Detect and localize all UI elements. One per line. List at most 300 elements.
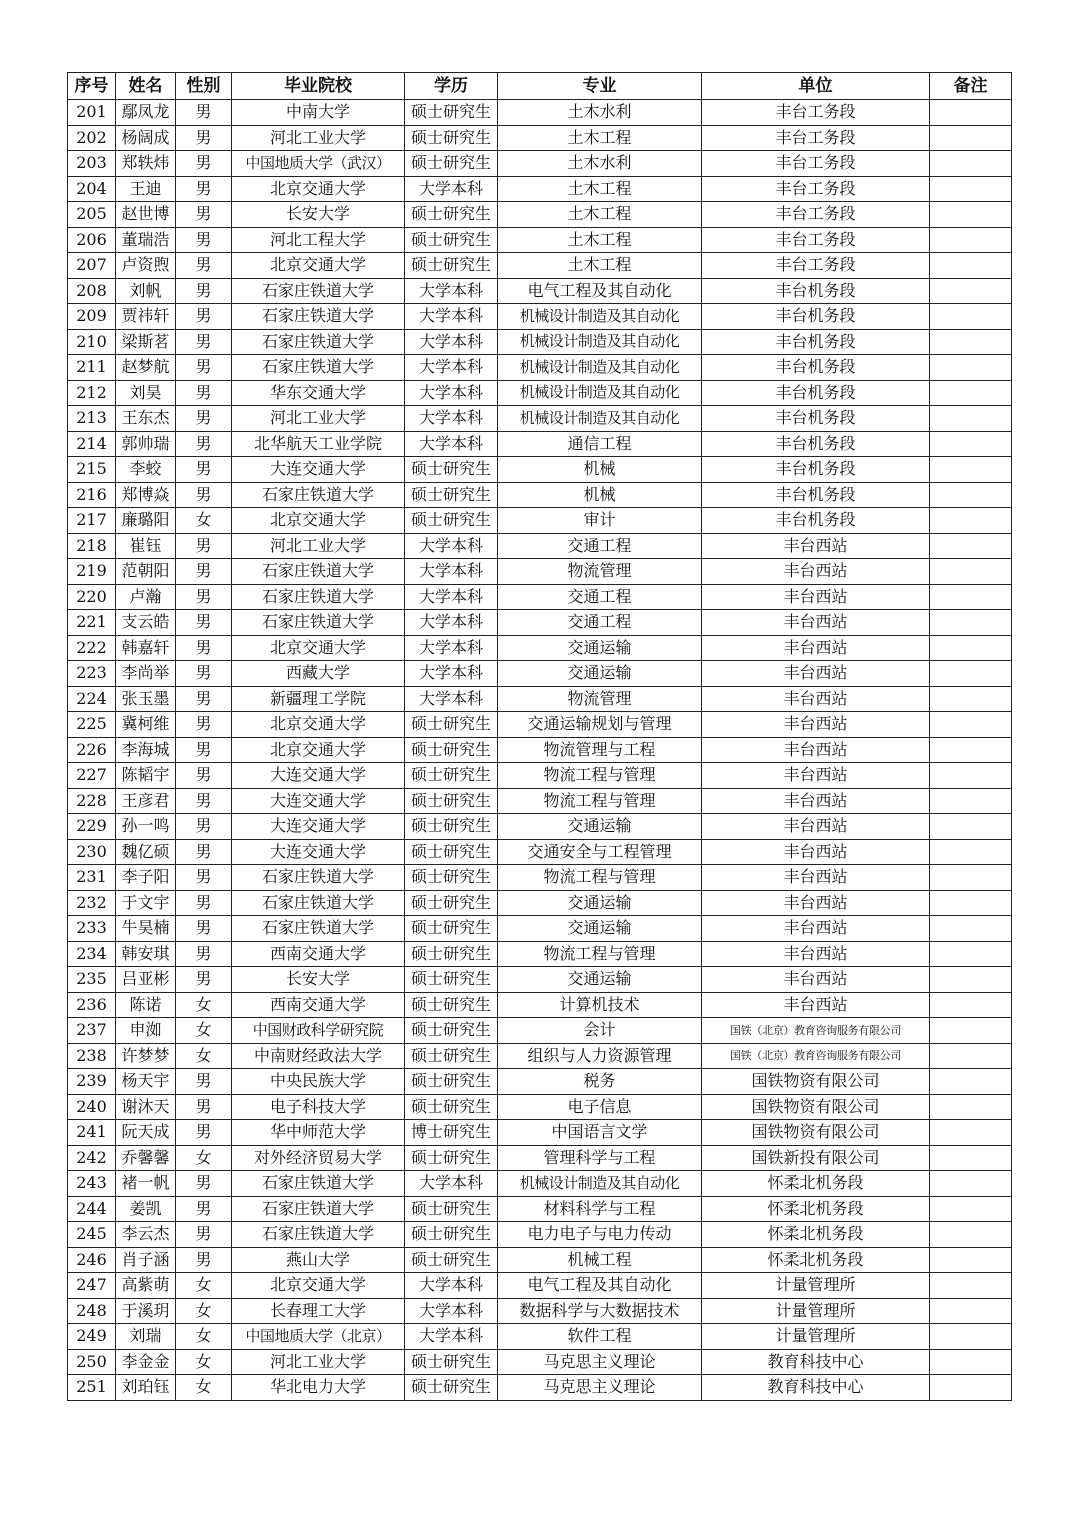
cell-seq: 240 bbox=[68, 1094, 116, 1120]
cell-name: 贾祎轩 bbox=[116, 304, 176, 330]
cell-unit: 丰台机务段 bbox=[702, 278, 930, 304]
cell-school: 大连交通大学 bbox=[232, 814, 405, 840]
table-row bbox=[68, 1298, 1012, 1324]
cell-education: 硕士研究生 bbox=[405, 482, 498, 508]
cell-unit: 丰台工务段 bbox=[702, 227, 930, 253]
cell-school: 华东交通大学 bbox=[232, 380, 405, 406]
cell-gender: 男 bbox=[176, 151, 232, 177]
cell-name: 郑轶炜 bbox=[116, 151, 176, 177]
cell-remark bbox=[930, 839, 1012, 865]
cell-education: 大学本科 bbox=[405, 533, 498, 559]
cell-remark bbox=[930, 355, 1012, 381]
cell-school: 大连交通大学 bbox=[232, 457, 405, 483]
cell-unit: 怀柔北机务段 bbox=[702, 1171, 930, 1197]
cell-school: 石家庄铁道大学 bbox=[232, 329, 405, 355]
cell-unit: 丰台西站 bbox=[702, 941, 930, 967]
cell-gender: 男 bbox=[176, 176, 232, 202]
cell-school: 石家庄铁道大学 bbox=[232, 584, 405, 610]
cell-gender: 男 bbox=[176, 584, 232, 610]
cell-seq: 216 bbox=[68, 482, 116, 508]
cell-seq: 202 bbox=[68, 125, 116, 151]
cell-major: 管理科学与工程 bbox=[498, 1145, 702, 1171]
table-row bbox=[68, 406, 1012, 432]
cell-remark bbox=[930, 584, 1012, 610]
cell-major: 中国语言文学 bbox=[498, 1120, 702, 1146]
cell-school: 燕山大学 bbox=[232, 1247, 405, 1273]
table-row bbox=[68, 431, 1012, 457]
table-row bbox=[68, 737, 1012, 763]
cell-remark bbox=[930, 712, 1012, 738]
cell-education: 硕士研究生 bbox=[405, 737, 498, 763]
cell-major: 土木水利 bbox=[498, 100, 702, 126]
cell-education: 大学本科 bbox=[405, 610, 498, 636]
cell-gender: 女 bbox=[176, 1375, 232, 1401]
cell-gender: 男 bbox=[176, 355, 232, 381]
cell-gender: 男 bbox=[176, 1171, 232, 1197]
cell-name: 李金金 bbox=[116, 1349, 176, 1375]
cell-major: 物流管理 bbox=[498, 686, 702, 712]
cell-gender: 男 bbox=[176, 202, 232, 228]
cell-major: 土木工程 bbox=[498, 202, 702, 228]
cell-name: 牛昊楠 bbox=[116, 916, 176, 942]
header-name: 姓名 bbox=[116, 73, 176, 100]
cell-name: 郑博焱 bbox=[116, 482, 176, 508]
cell-gender: 男 bbox=[176, 100, 232, 126]
table-row bbox=[68, 227, 1012, 253]
cell-name: 刘帆 bbox=[116, 278, 176, 304]
header-gender: 性别 bbox=[176, 73, 232, 100]
cell-education: 硕士研究生 bbox=[405, 712, 498, 738]
cell-unit: 丰台西站 bbox=[702, 737, 930, 763]
cell-unit: 丰台西站 bbox=[702, 788, 930, 814]
cell-gender: 男 bbox=[176, 278, 232, 304]
table-row bbox=[68, 1349, 1012, 1375]
cell-remark bbox=[930, 202, 1012, 228]
cell-education: 硕士研究生 bbox=[405, 1349, 498, 1375]
table-row bbox=[68, 329, 1012, 355]
cell-unit: 丰台机务段 bbox=[702, 329, 930, 355]
cell-seq: 234 bbox=[68, 941, 116, 967]
cell-school: 石家庄铁道大学 bbox=[232, 610, 405, 636]
cell-unit: 国铁物资有限公司 bbox=[702, 1069, 930, 1095]
cell-seq: 223 bbox=[68, 661, 116, 687]
cell-school: 西南交通大学 bbox=[232, 992, 405, 1018]
cell-major: 交通工程 bbox=[498, 533, 702, 559]
table-row bbox=[68, 686, 1012, 712]
cell-unit: 怀柔北机务段 bbox=[702, 1196, 930, 1222]
cell-seq: 207 bbox=[68, 253, 116, 279]
cell-major: 电力电子与电力传动 bbox=[498, 1222, 702, 1248]
cell-education: 硕士研究生 bbox=[405, 151, 498, 177]
cell-remark bbox=[930, 406, 1012, 432]
cell-unit: 丰台西站 bbox=[702, 712, 930, 738]
cell-seq: 246 bbox=[68, 1247, 116, 1273]
cell-name: 李子阳 bbox=[116, 865, 176, 891]
cell-major: 交通运输 bbox=[498, 916, 702, 942]
cell-name: 孙一鸣 bbox=[116, 814, 176, 840]
employee-table bbox=[67, 72, 1012, 1401]
cell-remark bbox=[930, 1094, 1012, 1120]
table-row bbox=[68, 533, 1012, 559]
cell-name: 杨天宇 bbox=[116, 1069, 176, 1095]
cell-unit: 丰台机务段 bbox=[702, 304, 930, 330]
table-row bbox=[68, 890, 1012, 916]
cell-major: 审计 bbox=[498, 508, 702, 534]
cell-name: 韩嘉轩 bbox=[116, 635, 176, 661]
cell-major: 机械设计制造及其自动化 bbox=[498, 329, 702, 355]
cell-school: 大连交通大学 bbox=[232, 763, 405, 789]
cell-remark bbox=[930, 635, 1012, 661]
cell-unit: 丰台西站 bbox=[702, 916, 930, 942]
cell-seq: 204 bbox=[68, 176, 116, 202]
cell-seq: 232 bbox=[68, 890, 116, 916]
cell-name: 褚一帆 bbox=[116, 1171, 176, 1197]
cell-major: 物流工程与管理 bbox=[498, 763, 702, 789]
table-row bbox=[68, 100, 1012, 126]
cell-school: 河北工业大学 bbox=[232, 406, 405, 432]
cell-seq: 217 bbox=[68, 508, 116, 534]
cell-remark bbox=[930, 788, 1012, 814]
cell-school: 河北工程大学 bbox=[232, 227, 405, 253]
cell-name: 鄢凤龙 bbox=[116, 100, 176, 126]
table-row bbox=[68, 151, 1012, 177]
cell-unit: 丰台西站 bbox=[702, 635, 930, 661]
header-education: 学历 bbox=[405, 73, 498, 100]
cell-seq: 248 bbox=[68, 1298, 116, 1324]
table-row bbox=[68, 814, 1012, 840]
table-row bbox=[68, 1120, 1012, 1146]
cell-school: 河北工业大学 bbox=[232, 533, 405, 559]
cell-name: 谢沐天 bbox=[116, 1094, 176, 1120]
cell-unit: 怀柔北机务段 bbox=[702, 1247, 930, 1273]
cell-education: 硕士研究生 bbox=[405, 941, 498, 967]
cell-remark bbox=[930, 1145, 1012, 1171]
cell-school: 北京交通大学 bbox=[232, 1273, 405, 1299]
cell-gender: 女 bbox=[176, 1043, 232, 1069]
cell-name: 冀柯维 bbox=[116, 712, 176, 738]
cell-education: 硕士研究生 bbox=[405, 1145, 498, 1171]
table-row bbox=[68, 916, 1012, 942]
cell-gender: 男 bbox=[176, 227, 232, 253]
cell-remark bbox=[930, 686, 1012, 712]
header-school: 毕业院校 bbox=[232, 73, 405, 100]
table-row bbox=[68, 763, 1012, 789]
cell-education: 大学本科 bbox=[405, 278, 498, 304]
cell-gender: 男 bbox=[176, 1247, 232, 1273]
cell-seq: 244 bbox=[68, 1196, 116, 1222]
cell-seq: 236 bbox=[68, 992, 116, 1018]
cell-seq: 237 bbox=[68, 1018, 116, 1044]
cell-education: 硕士研究生 bbox=[405, 967, 498, 993]
table-row bbox=[68, 992, 1012, 1018]
table-row bbox=[68, 176, 1012, 202]
cell-remark bbox=[930, 431, 1012, 457]
cell-unit: 丰台机务段 bbox=[702, 406, 930, 432]
cell-remark bbox=[930, 380, 1012, 406]
cell-seq: 238 bbox=[68, 1043, 116, 1069]
cell-name: 赵世博 bbox=[116, 202, 176, 228]
cell-remark bbox=[930, 967, 1012, 993]
cell-unit: 丰台西站 bbox=[702, 839, 930, 865]
cell-education: 大学本科 bbox=[405, 329, 498, 355]
cell-remark bbox=[930, 941, 1012, 967]
cell-name: 吕亚彬 bbox=[116, 967, 176, 993]
cell-major: 物流工程与管理 bbox=[498, 941, 702, 967]
cell-gender: 男 bbox=[176, 686, 232, 712]
cell-remark bbox=[930, 457, 1012, 483]
cell-education: 大学本科 bbox=[405, 1298, 498, 1324]
cell-unit: 丰台西站 bbox=[702, 661, 930, 687]
cell-major: 交通工程 bbox=[498, 610, 702, 636]
cell-major: 交通运输 bbox=[498, 967, 702, 993]
cell-remark bbox=[930, 1247, 1012, 1273]
table-row bbox=[68, 355, 1012, 381]
cell-major: 机械工程 bbox=[498, 1247, 702, 1273]
cell-remark bbox=[930, 1273, 1012, 1299]
table-row bbox=[68, 457, 1012, 483]
cell-unit: 丰台西站 bbox=[702, 584, 930, 610]
cell-remark bbox=[930, 278, 1012, 304]
cell-name: 赵梦航 bbox=[116, 355, 176, 381]
cell-remark bbox=[930, 304, 1012, 330]
cell-name: 董瑞浩 bbox=[116, 227, 176, 253]
cell-major: 材料科学与工程 bbox=[498, 1196, 702, 1222]
cell-education: 大学本科 bbox=[405, 686, 498, 712]
cell-name: 许梦梦 bbox=[116, 1043, 176, 1069]
cell-education: 大学本科 bbox=[405, 635, 498, 661]
cell-seq: 221 bbox=[68, 610, 116, 636]
cell-major: 物流管理 bbox=[498, 559, 702, 585]
cell-unit: 丰台西站 bbox=[702, 814, 930, 840]
cell-education: 硕士研究生 bbox=[405, 253, 498, 279]
cell-unit: 丰台西站 bbox=[702, 992, 930, 1018]
cell-seq: 245 bbox=[68, 1222, 116, 1248]
cell-education: 硕士研究生 bbox=[405, 1247, 498, 1273]
cell-education: 硕士研究生 bbox=[405, 763, 498, 789]
cell-gender: 女 bbox=[176, 1298, 232, 1324]
cell-unit: 国铁（北京）教育咨询服务有限公司 bbox=[702, 1018, 930, 1044]
cell-gender: 男 bbox=[176, 890, 232, 916]
cell-school: 石家庄铁道大学 bbox=[232, 890, 405, 916]
table-row bbox=[68, 304, 1012, 330]
header-remark: 备注 bbox=[930, 73, 1012, 100]
cell-major: 土木工程 bbox=[498, 227, 702, 253]
cell-name: 刘昊 bbox=[116, 380, 176, 406]
table-row bbox=[68, 1222, 1012, 1248]
cell-name: 刘瑞 bbox=[116, 1324, 176, 1350]
cell-unit: 丰台机务段 bbox=[702, 431, 930, 457]
cell-name: 梁斯茗 bbox=[116, 329, 176, 355]
cell-remark bbox=[930, 482, 1012, 508]
cell-school: 华北电力大学 bbox=[232, 1375, 405, 1401]
cell-major: 土木水利 bbox=[498, 151, 702, 177]
cell-school: 中国地质大学（北京） bbox=[232, 1324, 405, 1350]
cell-name: 张玉墨 bbox=[116, 686, 176, 712]
cell-seq: 213 bbox=[68, 406, 116, 432]
cell-major: 物流工程与管理 bbox=[498, 788, 702, 814]
cell-education: 博士研究生 bbox=[405, 1120, 498, 1146]
cell-seq: 212 bbox=[68, 380, 116, 406]
cell-major: 物流工程与管理 bbox=[498, 865, 702, 891]
table-row bbox=[68, 253, 1012, 279]
cell-remark bbox=[930, 814, 1012, 840]
cell-gender: 男 bbox=[176, 763, 232, 789]
cell-education: 硕士研究生 bbox=[405, 839, 498, 865]
cell-gender: 男 bbox=[176, 380, 232, 406]
cell-seq: 249 bbox=[68, 1324, 116, 1350]
cell-gender: 女 bbox=[176, 1324, 232, 1350]
cell-education: 硕士研究生 bbox=[405, 100, 498, 126]
cell-name: 李云杰 bbox=[116, 1222, 176, 1248]
cell-seq: 224 bbox=[68, 686, 116, 712]
cell-gender: 女 bbox=[176, 1145, 232, 1171]
cell-education: 大学本科 bbox=[405, 1171, 498, 1197]
cell-education: 大学本科 bbox=[405, 661, 498, 687]
table-row bbox=[68, 865, 1012, 891]
cell-school: 石家庄铁道大学 bbox=[232, 1196, 405, 1222]
cell-education: 大学本科 bbox=[405, 406, 498, 432]
cell-education: 硕士研究生 bbox=[405, 125, 498, 151]
cell-seq: 227 bbox=[68, 763, 116, 789]
cell-school: 西藏大学 bbox=[232, 661, 405, 687]
cell-school: 北京交通大学 bbox=[232, 712, 405, 738]
cell-gender: 女 bbox=[176, 992, 232, 1018]
cell-unit: 丰台工务段 bbox=[702, 151, 930, 177]
cell-education: 硕士研究生 bbox=[405, 788, 498, 814]
table-row bbox=[68, 125, 1012, 151]
cell-unit: 计量管理所 bbox=[702, 1273, 930, 1299]
cell-unit: 丰台西站 bbox=[702, 890, 930, 916]
cell-education: 硕士研究生 bbox=[405, 865, 498, 891]
cell-gender: 男 bbox=[176, 253, 232, 279]
cell-major: 交通运输 bbox=[498, 635, 702, 661]
cell-gender: 男 bbox=[176, 457, 232, 483]
cell-major: 会计 bbox=[498, 1018, 702, 1044]
cell-name: 李海城 bbox=[116, 737, 176, 763]
cell-school: 石家庄铁道大学 bbox=[232, 304, 405, 330]
cell-education: 硕士研究生 bbox=[405, 814, 498, 840]
cell-remark bbox=[930, 763, 1012, 789]
table-row bbox=[68, 839, 1012, 865]
cell-education: 硕士研究生 bbox=[405, 1069, 498, 1095]
cell-name: 高紫萌 bbox=[116, 1273, 176, 1299]
table-row bbox=[68, 1043, 1012, 1069]
cell-remark bbox=[930, 1043, 1012, 1069]
cell-unit: 丰台工务段 bbox=[702, 176, 930, 202]
cell-gender: 男 bbox=[176, 304, 232, 330]
table-row bbox=[68, 1094, 1012, 1120]
table-row bbox=[68, 1171, 1012, 1197]
cell-name: 陈诺 bbox=[116, 992, 176, 1018]
cell-seq: 250 bbox=[68, 1349, 116, 1375]
cell-remark bbox=[930, 508, 1012, 534]
cell-major: 组织与人力资源管理 bbox=[498, 1043, 702, 1069]
cell-school: 河北工业大学 bbox=[232, 1349, 405, 1375]
cell-major: 土木工程 bbox=[498, 176, 702, 202]
cell-gender: 男 bbox=[176, 635, 232, 661]
cell-seq: 220 bbox=[68, 584, 116, 610]
cell-remark bbox=[930, 737, 1012, 763]
cell-name: 李尚举 bbox=[116, 661, 176, 687]
cell-seq: 218 bbox=[68, 533, 116, 559]
cell-school: 华中师范大学 bbox=[232, 1120, 405, 1146]
cell-seq: 210 bbox=[68, 329, 116, 355]
cell-major: 土木工程 bbox=[498, 253, 702, 279]
cell-school: 长安大学 bbox=[232, 202, 405, 228]
cell-remark bbox=[930, 1375, 1012, 1401]
cell-name: 魏亿硕 bbox=[116, 839, 176, 865]
cell-education: 大学本科 bbox=[405, 304, 498, 330]
cell-name: 王彦君 bbox=[116, 788, 176, 814]
cell-unit: 国铁新投有限公司 bbox=[702, 1145, 930, 1171]
cell-school: 石家庄铁道大学 bbox=[232, 355, 405, 381]
cell-school: 北京交通大学 bbox=[232, 737, 405, 763]
cell-unit: 丰台西站 bbox=[702, 610, 930, 636]
cell-education: 硕士研究生 bbox=[405, 508, 498, 534]
cell-remark bbox=[930, 992, 1012, 1018]
cell-major: 软件工程 bbox=[498, 1324, 702, 1350]
cell-gender: 男 bbox=[176, 329, 232, 355]
cell-seq: 206 bbox=[68, 227, 116, 253]
cell-name: 廉璐阳 bbox=[116, 508, 176, 534]
cell-unit: 教育科技中心 bbox=[702, 1349, 930, 1375]
header-unit: 单位 bbox=[702, 73, 930, 100]
cell-gender: 女 bbox=[176, 1018, 232, 1044]
cell-remark bbox=[930, 151, 1012, 177]
cell-seq: 211 bbox=[68, 355, 116, 381]
cell-school: 中国财政科学研究院 bbox=[232, 1018, 405, 1044]
cell-education: 大学本科 bbox=[405, 380, 498, 406]
cell-gender: 男 bbox=[176, 1196, 232, 1222]
cell-unit: 丰台西站 bbox=[702, 763, 930, 789]
cell-major: 机械 bbox=[498, 482, 702, 508]
cell-school: 对外经济贸易大学 bbox=[232, 1145, 405, 1171]
cell-gender: 女 bbox=[176, 508, 232, 534]
cell-gender: 男 bbox=[176, 559, 232, 585]
cell-unit: 丰台西站 bbox=[702, 967, 930, 993]
table-row bbox=[68, 559, 1012, 585]
cell-seq: 231 bbox=[68, 865, 116, 891]
cell-gender: 男 bbox=[176, 406, 232, 432]
cell-gender: 男 bbox=[176, 125, 232, 151]
cell-education: 大学本科 bbox=[405, 355, 498, 381]
cell-remark bbox=[930, 559, 1012, 585]
cell-seq: 241 bbox=[68, 1120, 116, 1146]
table-row bbox=[68, 941, 1012, 967]
cell-seq: 230 bbox=[68, 839, 116, 865]
cell-seq: 225 bbox=[68, 712, 116, 738]
table-row bbox=[68, 482, 1012, 508]
cell-gender: 男 bbox=[176, 610, 232, 636]
cell-school: 中南大学 bbox=[232, 100, 405, 126]
cell-school: 中央民族大学 bbox=[232, 1069, 405, 1095]
cell-seq: 201 bbox=[68, 100, 116, 126]
cell-school: 北京交通大学 bbox=[232, 253, 405, 279]
cell-remark bbox=[930, 533, 1012, 559]
cell-seq: 228 bbox=[68, 788, 116, 814]
table-row bbox=[68, 661, 1012, 687]
cell-education: 大学本科 bbox=[405, 1273, 498, 1299]
cell-major: 马克思主义理论 bbox=[498, 1375, 702, 1401]
cell-name: 王迪 bbox=[116, 176, 176, 202]
header-seq: 序号 bbox=[68, 73, 116, 100]
cell-gender: 男 bbox=[176, 1222, 232, 1248]
cell-school: 大连交通大学 bbox=[232, 788, 405, 814]
cell-major: 物流管理与工程 bbox=[498, 737, 702, 763]
cell-education: 大学本科 bbox=[405, 584, 498, 610]
cell-name: 卢资煦 bbox=[116, 253, 176, 279]
cell-school: 河北工业大学 bbox=[232, 125, 405, 151]
